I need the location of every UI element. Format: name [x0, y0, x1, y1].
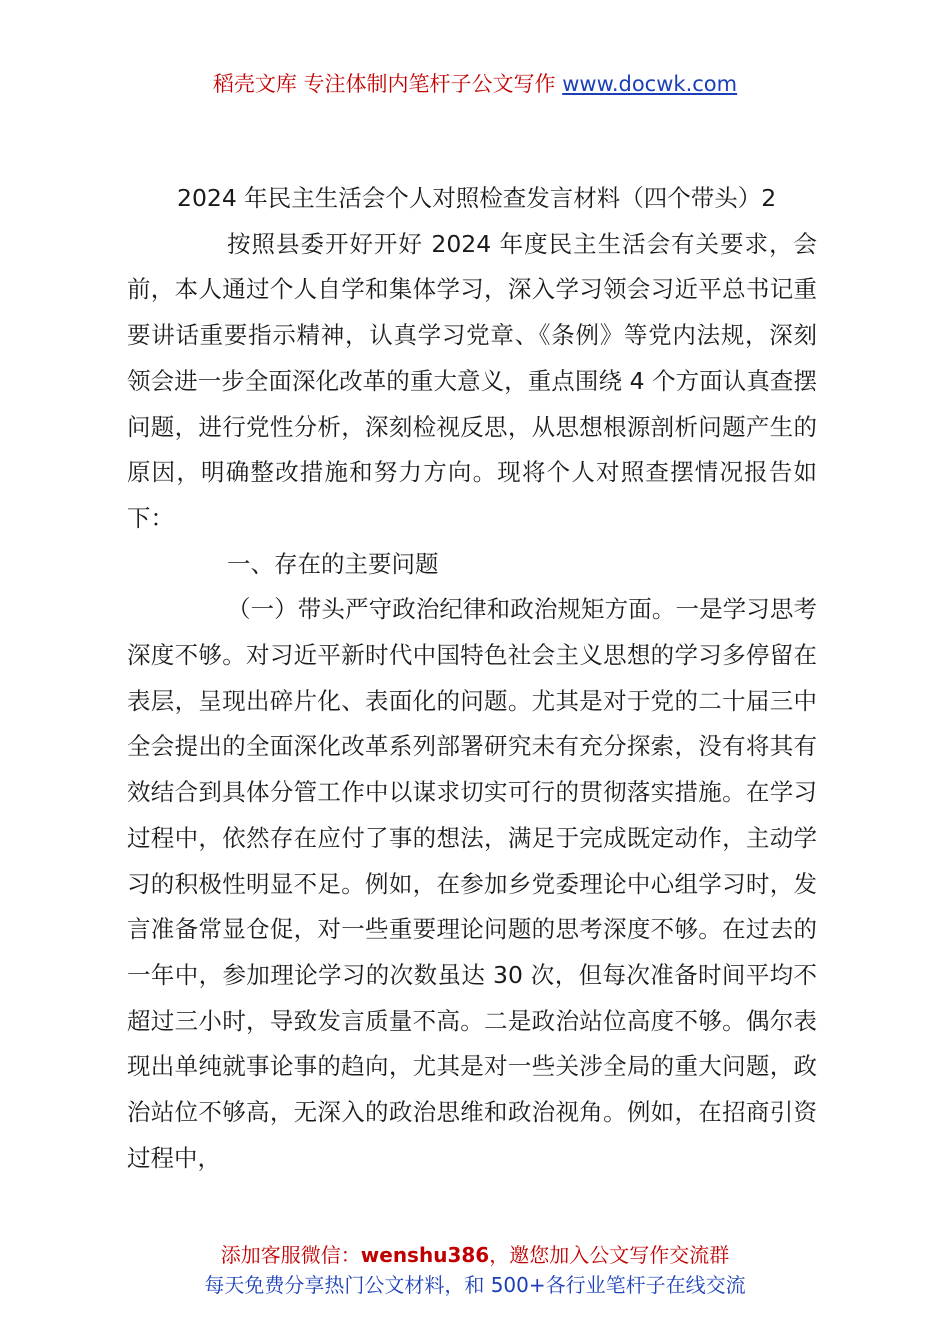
intro-paragraph: 按照县委开好开好 2024 年度民主生活会有关要求，会前，本人通过个人自学和集体学习，深入学习领会习近平总书记重要讲话重要指示精神，认真学习党章、《条例》等党内法规，深刻领会进一步全面深化改革的重大意义，重点围绕 4 个方面认真查摆问题，进行党性分析，深刻检视反思，从思想根源剖析问题产生的原因，明确整改措施和努力方向。现将个人对照查摆情况报告如下：	[127, 229, 817, 532]
footer-wechat-id: wenshu386	[360, 1243, 490, 1267]
section-heading: 一、存在的主要问题	[227, 549, 439, 578]
footer-promo-line: 每天免费分享热门公文材料，和 500+各行业笔杆子在线交流	[204, 1273, 746, 1297]
document-body	[127, 176, 817, 1181]
page-header	[0, 68, 950, 100]
footer-contact-prefix: 添加客服微信：	[220, 1243, 361, 1267]
header-brand-text: 稻壳文库 专注体制内笔杆子公文写作	[212, 72, 563, 96]
document-title: 2024 年民主生活会个人对照检查发言材料（四个带头）2	[177, 184, 777, 212]
header-website-link[interactable]: www.docwk.com	[562, 72, 738, 96]
footer-contact-suffix: ，邀您加入公文写作交流群	[489, 1243, 730, 1267]
section-paragraph: （一）带头严守政治纪律和政治规矩方面。一是学习思考深度不够。对习近平新时代中国特色社会主义思想的学习多停留在表层，呈现出碎片化、表面化的问题。尤其是对于党的二十届三中全会提出的全面深化改革系列部署研究未有充分探索，没有将其有效结合到具体分管工作中以谋求切实可行的贯彻落实措施。在学习过程中，依然存在应付了事的想法，满足于完成既定动作，主动学习的积极性明显不足。例如，在参加乡党委理论中心组学习时，发言准备常显仓促，对一些重要理论问题的思考深度不够。在过去的一年中，参加理论学习的次数虽达 30 次，但每次准备时间平均不超过三小时，导致发言质量不高。二是政治站位高度不够。偶尔表现出单纯就事论事的趋向，尤其是对一些关涉全局的重大问题，政治站位不够高，无深入的政治思维和政治视角。例如，在招商引资过程中，	[127, 595, 817, 1172]
footer-contact-line	[0, 1240, 950, 1270]
